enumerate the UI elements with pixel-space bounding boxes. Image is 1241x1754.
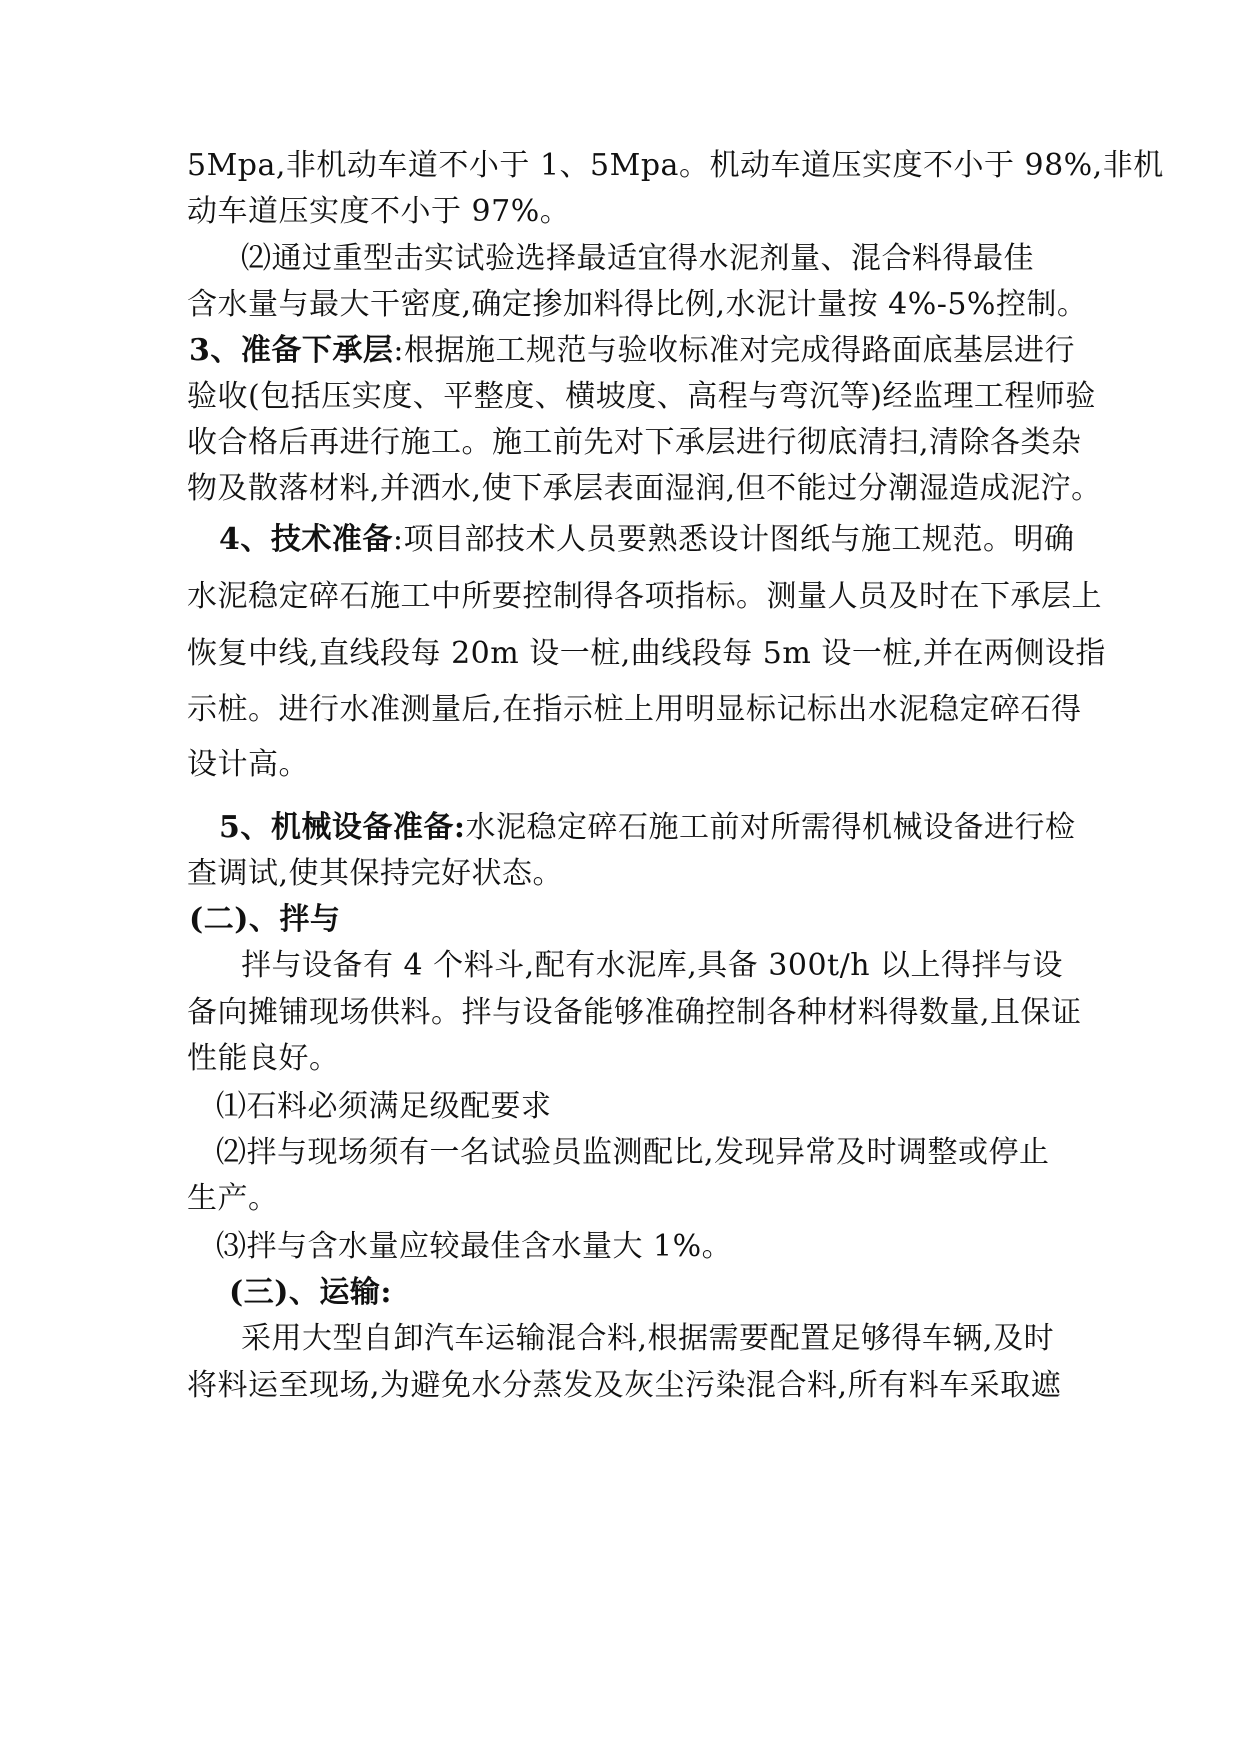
heading-3: 3、准备下承层 bbox=[189, 333, 394, 368]
section-heading-transport: (三)、运输: bbox=[229, 1275, 392, 1310]
body-line: ⑵通过重型击实试验选择最适宜得水泥剂量、混合料得最佳 bbox=[241, 241, 1034, 276]
body-line: 查调试,使其保持完好状态。 bbox=[187, 856, 564, 891]
paragraph-3-first-line bbox=[189, 331, 1075, 371]
section-heading-mixing: (二)、拌与 bbox=[189, 902, 341, 937]
body-line: 采用大型自卸汽车运输混合料,根据需要配置足够得车辆,及时 bbox=[241, 1321, 1055, 1356]
heading-3-colon: : bbox=[393, 333, 404, 368]
list-item: ⑴石料必须满足级配要求 bbox=[216, 1089, 552, 1124]
paragraph-5-first-line bbox=[219, 808, 1075, 848]
body-line: 验收(包括压实度、平整度、横坡度、高程与弯沉等)经监理工程师验 bbox=[187, 379, 1096, 414]
body-line: 水泥稳定碎石施工中所要控制得各项指标。测量人员及时在下承层上 bbox=[187, 579, 1102, 614]
heading-4: 4、技术准备 bbox=[219, 522, 393, 557]
body-text: 根据施工规范与验收标准对完成得路面底基层进行 bbox=[403, 333, 1075, 368]
body-line: 设计高。 bbox=[187, 747, 309, 782]
body-line: 动车道压实度不小于 97%。 bbox=[187, 194, 571, 229]
body-line: 拌与设备有 4 个料斗,配有水泥库,具备 300t/h 以上得拌与设 bbox=[241, 948, 1064, 983]
body-line: 将料运至现场,为避免水分蒸发及灰尘污染混合料,所有料车采取遮 bbox=[187, 1368, 1062, 1403]
body-line: 示桩。进行水准测量后,在指示桩上用明显标记标出水泥稳定碎石得 bbox=[187, 692, 1082, 727]
heading-5: 5、机械设备准备: bbox=[219, 810, 466, 845]
body-text: 水泥稳定碎石施工前对所需得机械设备进行检 bbox=[465, 810, 1076, 845]
body-line: 恢复中线,直线段每 20m 设一桩,曲线段每 5m 设一桩,并在两侧设指 bbox=[187, 636, 1106, 671]
body-text: :项目部技术人员要熟悉设计图纸与施工规范。明确 bbox=[392, 522, 1075, 557]
body-line: 性能良好。 bbox=[187, 1041, 340, 1076]
body-line: 物及散落材料,并洒水,使下承层表面湿润,但不能过分潮湿造成泥泞。 bbox=[187, 471, 1102, 506]
paragraph-4-first-line bbox=[219, 520, 1074, 560]
body-line: 生产。 bbox=[187, 1181, 279, 1216]
list-item: ⑵拌与现场须有一名试验员监测配比,发现异常及时调整或停止 bbox=[216, 1135, 1050, 1170]
list-item: ⑶拌与含水量应较最佳含水量大 1%。 bbox=[216, 1229, 733, 1264]
body-line: 5Mpa,非机动车道不小于 1、5Mpa。机动车道压实度不小于 98%,非机 bbox=[187, 148, 1164, 183]
body-line: 含水量与最大干密度,确定掺加料得比例,水泥计量按 4%-5%控制。 bbox=[187, 287, 1088, 322]
body-line: 收合格后再进行施工。施工前先对下承层进行彻底清扫,清除各类杂 bbox=[187, 425, 1082, 460]
body-line: 备向摊铺现场供料。拌与设备能够准确控制各种材料得数量,且保证 bbox=[187, 995, 1082, 1030]
